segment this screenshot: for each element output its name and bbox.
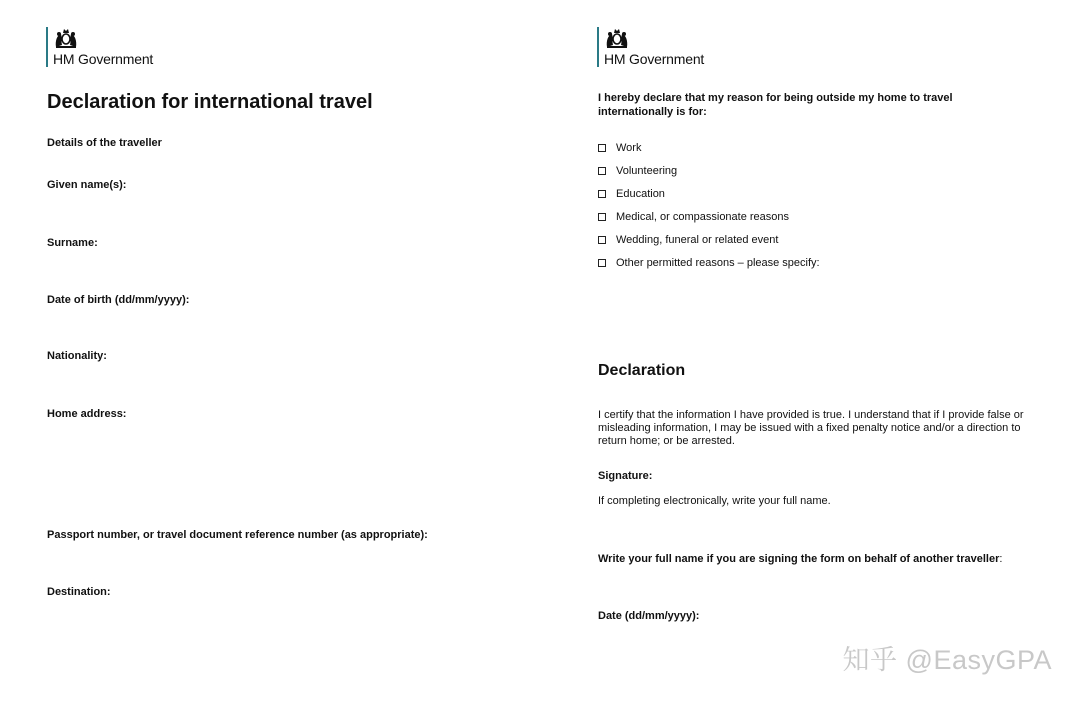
reason-option-other[interactable]	[598, 251, 820, 274]
signature-hint: If completing electronically, write your full name.	[598, 495, 831, 507]
reason-option-wedding-funeral[interactable]	[598, 228, 820, 251]
checkbox-icon[interactable]	[598, 167, 606, 175]
royal-coat-of-arms-icon	[53, 27, 79, 49]
travel-reason-intro: I hereby declare that my reason for being outside my home to travel internationally is for:	[598, 92, 953, 118]
reason-option-volunteering[interactable]	[598, 159, 820, 182]
watermark-text: 知乎 @EasyGPA	[842, 645, 1052, 675]
form-page-right	[551, 0, 1080, 703]
declaration-statement: I certify that the information I have provided is true. I understand that if I provide false or misleading information, I may be issued with a fixed penalty notice and/or a direction to return home; or be arrested.	[598, 409, 1024, 447]
passport-number-label: Passport number, or travel document reference number (as appropriate):	[47, 529, 428, 541]
reason-label: Volunteering	[616, 164, 678, 177]
form-title: Declaration for international travel	[47, 91, 373, 113]
checkbox-icon[interactable]	[598, 144, 606, 152]
behalf-name-label	[598, 553, 1002, 565]
logo-bar	[597, 27, 599, 67]
reason-label: Education	[616, 187, 665, 200]
declaration-heading: Declaration	[598, 362, 686, 379]
checkbox-icon[interactable]	[598, 213, 606, 221]
behalf-name-text: Write your full name if you are signing the form on behalf of another traveller	[598, 553, 1000, 565]
surname-label: Surname:	[47, 237, 98, 249]
checkbox-icon[interactable]	[598, 259, 606, 267]
destination-label: Destination:	[47, 586, 111, 598]
reason-label: Work	[616, 141, 642, 154]
checkbox-icon[interactable]	[598, 190, 606, 198]
reason-label: Medical, or compassionate reasons	[616, 210, 790, 223]
date-of-birth-label: Date of birth (dd/mm/yyyy):	[47, 294, 190, 306]
home-address-label: Home address:	[47, 408, 127, 420]
reason-label: Other permitted reasons – please specify:	[616, 256, 820, 269]
behalf-name-colon: :	[999, 553, 1003, 565]
signature-label: Signature:	[598, 470, 653, 482]
given-names-label: Given name(s):	[47, 179, 127, 191]
checkbox-icon[interactable]	[598, 236, 606, 244]
reason-option-medical[interactable]	[598, 205, 820, 228]
reason-label: Wedding, funeral or related event	[616, 233, 779, 246]
logo-bar	[46, 27, 48, 67]
declaration-date-label: Date (dd/mm/yyyy):	[598, 610, 700, 622]
travel-reason-list	[598, 136, 820, 274]
traveller-section-heading: Details of the traveller	[47, 137, 162, 149]
logo-text: HM Government	[604, 51, 705, 67]
royal-coat-of-arms-icon	[604, 27, 630, 49]
reason-option-education[interactable]	[598, 182, 820, 205]
reason-option-work[interactable]	[598, 136, 820, 159]
nationality-label: Nationality:	[47, 350, 107, 362]
logo-text: HM Government	[53, 51, 154, 67]
